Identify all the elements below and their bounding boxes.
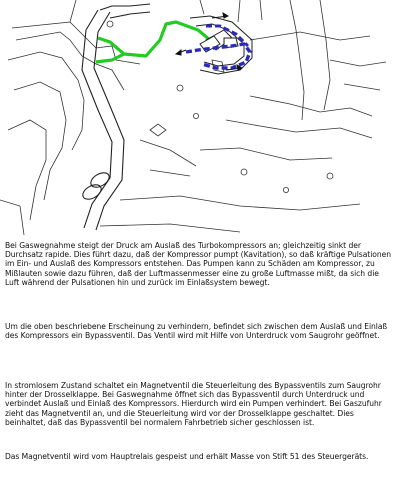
paragraph-1: Bei Gaswegnahme steigt der Druck am Auslaß des Turbokompressors an; gleichzeitig sinkt der Durchsatz rapide. Dies führt dazu, daß der Kompressor pumpt (Kavitation), so daß kräftige Pulsationen im Ein- und Auslaß des Kompressors entstehen. Das Pumpen kann zu Schäden am Kompressor, zu Mißlauten sowie dazu führen, daß der Luftmassenmesser eine zu große Luftmasse mißt, da sich die Luft während der Pulsationen hin und zurück im Einlaßsystem bewegt. [5, 241, 392, 287]
engine-bypass-diagram [0, 0, 400, 235]
control-line-green [98, 22, 220, 56]
paragraph-3: In stromlosem Zustand schaltet ein Magnetventil die Steuerleitung des Bypassventils zum Saugrohr hinter der Drosselklappe. Bei Gaswegnahme öffnet sich das Bypassventil durch Unterdruck und verbindet Auslaß und Einlaß des Kompressors. Hierdurch wird ein Pumpen verhindert. Bei Gaszufuhr zieht das Magnetventil an, und die Steuerleitung wird vor der Drosselklappe geschaltet. Dies beinhaltet, daß das Bypassventil bei normalem Fahrbetrieb sicher geschlossen ist. [5, 381, 382, 427]
intake-pipe [80, 4, 150, 230]
paragraph-2: Um die oben beschriebene Erscheinung zu verhindern, befindet sich zwischen dem Auslaß und Einlaß des Kompressors ein Bypassventil. Das Ventil wird mit Hilfe von Unterdruck vom Saugrohr geöffnet. [5, 322, 388, 341]
bypass-flow-blue [186, 44, 250, 68]
paragraph-4: Das Magnetventil wird vom Hauptrelais gespeist und erhält Masse von Stift 51 des Steuergeräts. [5, 452, 369, 461]
engine-block-sketch [0, 0, 386, 235]
